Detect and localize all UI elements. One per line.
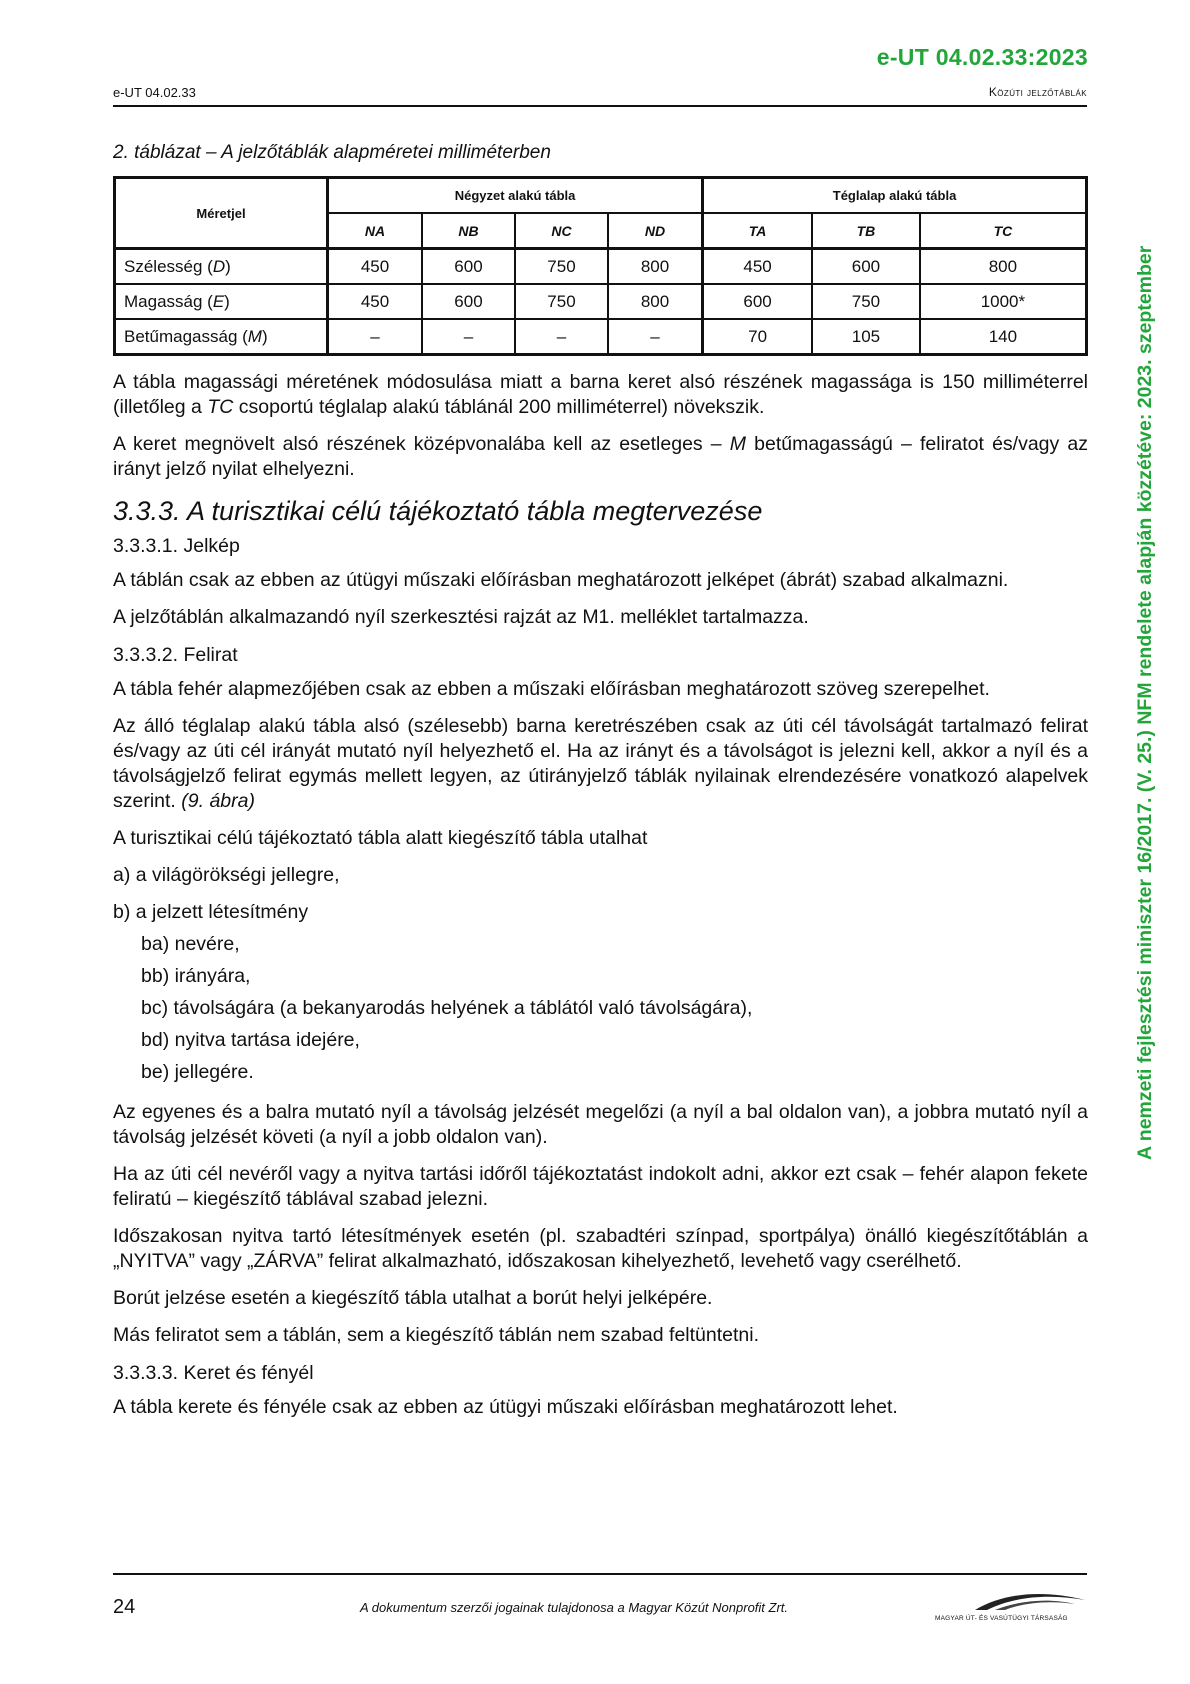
group-header-rectangle: Téglalap alakú tábla bbox=[703, 178, 1087, 214]
code-header: TC bbox=[920, 213, 1087, 249]
code-header: NA bbox=[328, 213, 423, 249]
table-cell: 750 bbox=[515, 284, 608, 319]
road-swoosh-icon bbox=[935, 1588, 1087, 1614]
table-row bbox=[115, 284, 1087, 319]
page-header bbox=[113, 85, 1087, 107]
paragraph: A keret megnövelt alsó részének középvonalába kell az esetleges – M betűmagasságú – feliratot és/vagy az irányt jelző nyilat elhelyezni. bbox=[113, 433, 1088, 480]
table-cell: 600 bbox=[703, 284, 813, 319]
table-cell: – bbox=[422, 319, 515, 355]
table-cell: 450 bbox=[328, 249, 423, 285]
page-body bbox=[113, 142, 1088, 1420]
paragraph: A táblán csak az ebben az útügyi műszaki előírásban meghatározott jelképet (ábrát) szabad alkalmazni. bbox=[113, 569, 1009, 591]
side-publication-note: A nemzeti fejlesztési miniszter 16/2017. (V. 25.) NFM rendelete alapján közzétéve: 2023. szeptember bbox=[1134, 245, 1156, 1160]
paragraph: Más feliratot sem a táblán, sem a kiegészítő táblán nem szabad feltüntetni. bbox=[113, 1324, 760, 1346]
subsection-heading: 3.3.3.3. Keret és fényél bbox=[113, 1362, 314, 1384]
document-code-stamp: e-UT 04.02.33:2023 bbox=[876, 44, 1088, 70]
list-item: bd) nyitva tartása idejére, bbox=[141, 1029, 360, 1051]
table-cell: 600 bbox=[422, 284, 515, 319]
table-header-row bbox=[115, 178, 1087, 214]
code-header: NC bbox=[515, 213, 608, 249]
list-item: b) a jelzett létesítmény bbox=[113, 901, 309, 923]
group-header-square: Négyzet alakú tábla bbox=[328, 178, 703, 214]
row-label: Magasság (E) bbox=[115, 284, 328, 319]
table-cell: 450 bbox=[703, 249, 813, 285]
paragraph: A turisztikai célú tájékoztató tábla alatt kiegészítő tábla utalhat bbox=[113, 827, 648, 849]
table-cell: 450 bbox=[328, 284, 423, 319]
page-number: 24 bbox=[113, 1596, 136, 1618]
code-header: TB bbox=[812, 213, 920, 249]
header-doc-id: e-UT 04.02.33 bbox=[113, 85, 196, 100]
list-item: bc) távolságára (a bekanyarodás helyének a táblától való távolságára), bbox=[141, 997, 753, 1019]
table-cell: 1000* bbox=[920, 284, 1087, 319]
list-item: ba) nevére, bbox=[141, 933, 240, 955]
table-cell: 105 bbox=[812, 319, 920, 355]
society-logo bbox=[935, 1588, 1087, 1622]
paragraph: Időszakosan nyitva tartó létesítmények esetén (pl. szabadtéri színpad, sportpálya) önálló kiegészítőtáblán a „NYITVA” vagy „ZÁRVA” felirat alkalmazható, időszakosan kihelyezhető, levehető vagy cserélhető. bbox=[113, 1225, 1088, 1272]
paragraph: A jelzőtáblán alkalmazandó nyíl szerkesztési rajzát az M1. melléklet tartalmazza. bbox=[113, 606, 809, 628]
code-header: TA bbox=[703, 213, 813, 249]
table-cell: – bbox=[328, 319, 423, 355]
paragraph: Az egyenes és a balra mutató nyíl a távolság jelzését megelőzi (a nyíl a bal oldalon van), a jobbra mutató nyíl a távolság jelzését követi (a nyíl a jobb oldalon van). bbox=[113, 1101, 1088, 1148]
section-heading: 3.3.3. A turisztikai célú tájékoztató tábla megtervezése bbox=[113, 496, 763, 526]
table-cell: 600 bbox=[422, 249, 515, 285]
table-cell: 600 bbox=[812, 249, 920, 285]
copyright-note: A dokumentum szerzői jogainak tulajdonosa a Magyar Közút Nonprofit Zrt. bbox=[360, 1600, 789, 1615]
table-cell: 800 bbox=[920, 249, 1087, 285]
paragraph: Az álló téglalap alakú tábla alsó (szélesebb) barna keretrészében csak az úti cél távolságát tartalmazó felirat és/vagy az úti cél irányát mutató nyíl helyezhető el. Ha az irányt és a távolságot is jelezni kell, akkor a nyíl és a távolságjelző felirat egymás mellett legyen, az útirányjelző táblák nyilainak elrendezésére vonatkozó alapelvek szerint. (9. ábra) bbox=[113, 715, 1088, 812]
table-cell: 800 bbox=[608, 249, 703, 285]
footer-rule bbox=[113, 1573, 1087, 1575]
paragraph: Borút jelzése esetén a kiegészítő tábla utalhat a borút helyi jelképére. bbox=[113, 1287, 713, 1309]
list-item: be) jellegére. bbox=[141, 1061, 254, 1083]
table-cell: 750 bbox=[812, 284, 920, 319]
table-caption: 2. táblázat – A jelzőtáblák alapméretei milliméterben bbox=[113, 142, 551, 163]
paragraph: A tábla kerete és fényéle csak az ebben az útügyi műszaki előírásban meghatározott lehet. bbox=[113, 1396, 898, 1418]
table-cell: 750 bbox=[515, 249, 608, 285]
table-row bbox=[115, 319, 1087, 355]
table-cell: 800 bbox=[608, 284, 703, 319]
column-header-meretjel: Méretjel bbox=[115, 178, 328, 249]
row-label: Betűmagasság (M) bbox=[115, 319, 328, 355]
table-cell: 70 bbox=[703, 319, 813, 355]
subsection-heading: 3.3.3.1. Jelkép bbox=[113, 535, 240, 557]
header-section-title: Közúti jelzőtáblák bbox=[988, 85, 1087, 99]
logo-text: MAGYAR ÚT- ÉS VASÚTÜGYI TÁRSASÁG bbox=[935, 1615, 1068, 1622]
subsection-heading: 3.3.3.2. Felirat bbox=[113, 644, 238, 666]
paragraph: A tábla fehér alapmezőjében csak az ebben a műszaki előírásban meghatározott szöveg szerepelhet. bbox=[113, 678, 990, 700]
table-cell: – bbox=[608, 319, 703, 355]
list-item: a) a világörökségi jellegre, bbox=[113, 864, 340, 886]
table-cell: 140 bbox=[920, 319, 1087, 355]
code-header: NB bbox=[422, 213, 515, 249]
sign-size-table bbox=[113, 176, 1088, 356]
paragraph: A tábla magassági méretének módosulása miatt a barna keret alsó részének magassága is 150 milliméterrel (illetőleg a TC csoportú téglalap alakú táblánál 200 milliméterrel) növekszik. bbox=[113, 371, 1088, 418]
code-header: ND bbox=[608, 213, 703, 249]
row-label: Szélesség (D) bbox=[115, 249, 328, 285]
list-item: bb) irányára, bbox=[141, 965, 251, 987]
table-row bbox=[115, 249, 1087, 285]
table-cell: – bbox=[515, 319, 608, 355]
paragraph: Ha az úti cél nevéről vagy a nyitva tartási időről tájékoztatást indokolt adni, akkor ezt csak – fehér alapon fekete feliratú – kiegészítő táblával szabad jelezni. bbox=[113, 1163, 1088, 1210]
